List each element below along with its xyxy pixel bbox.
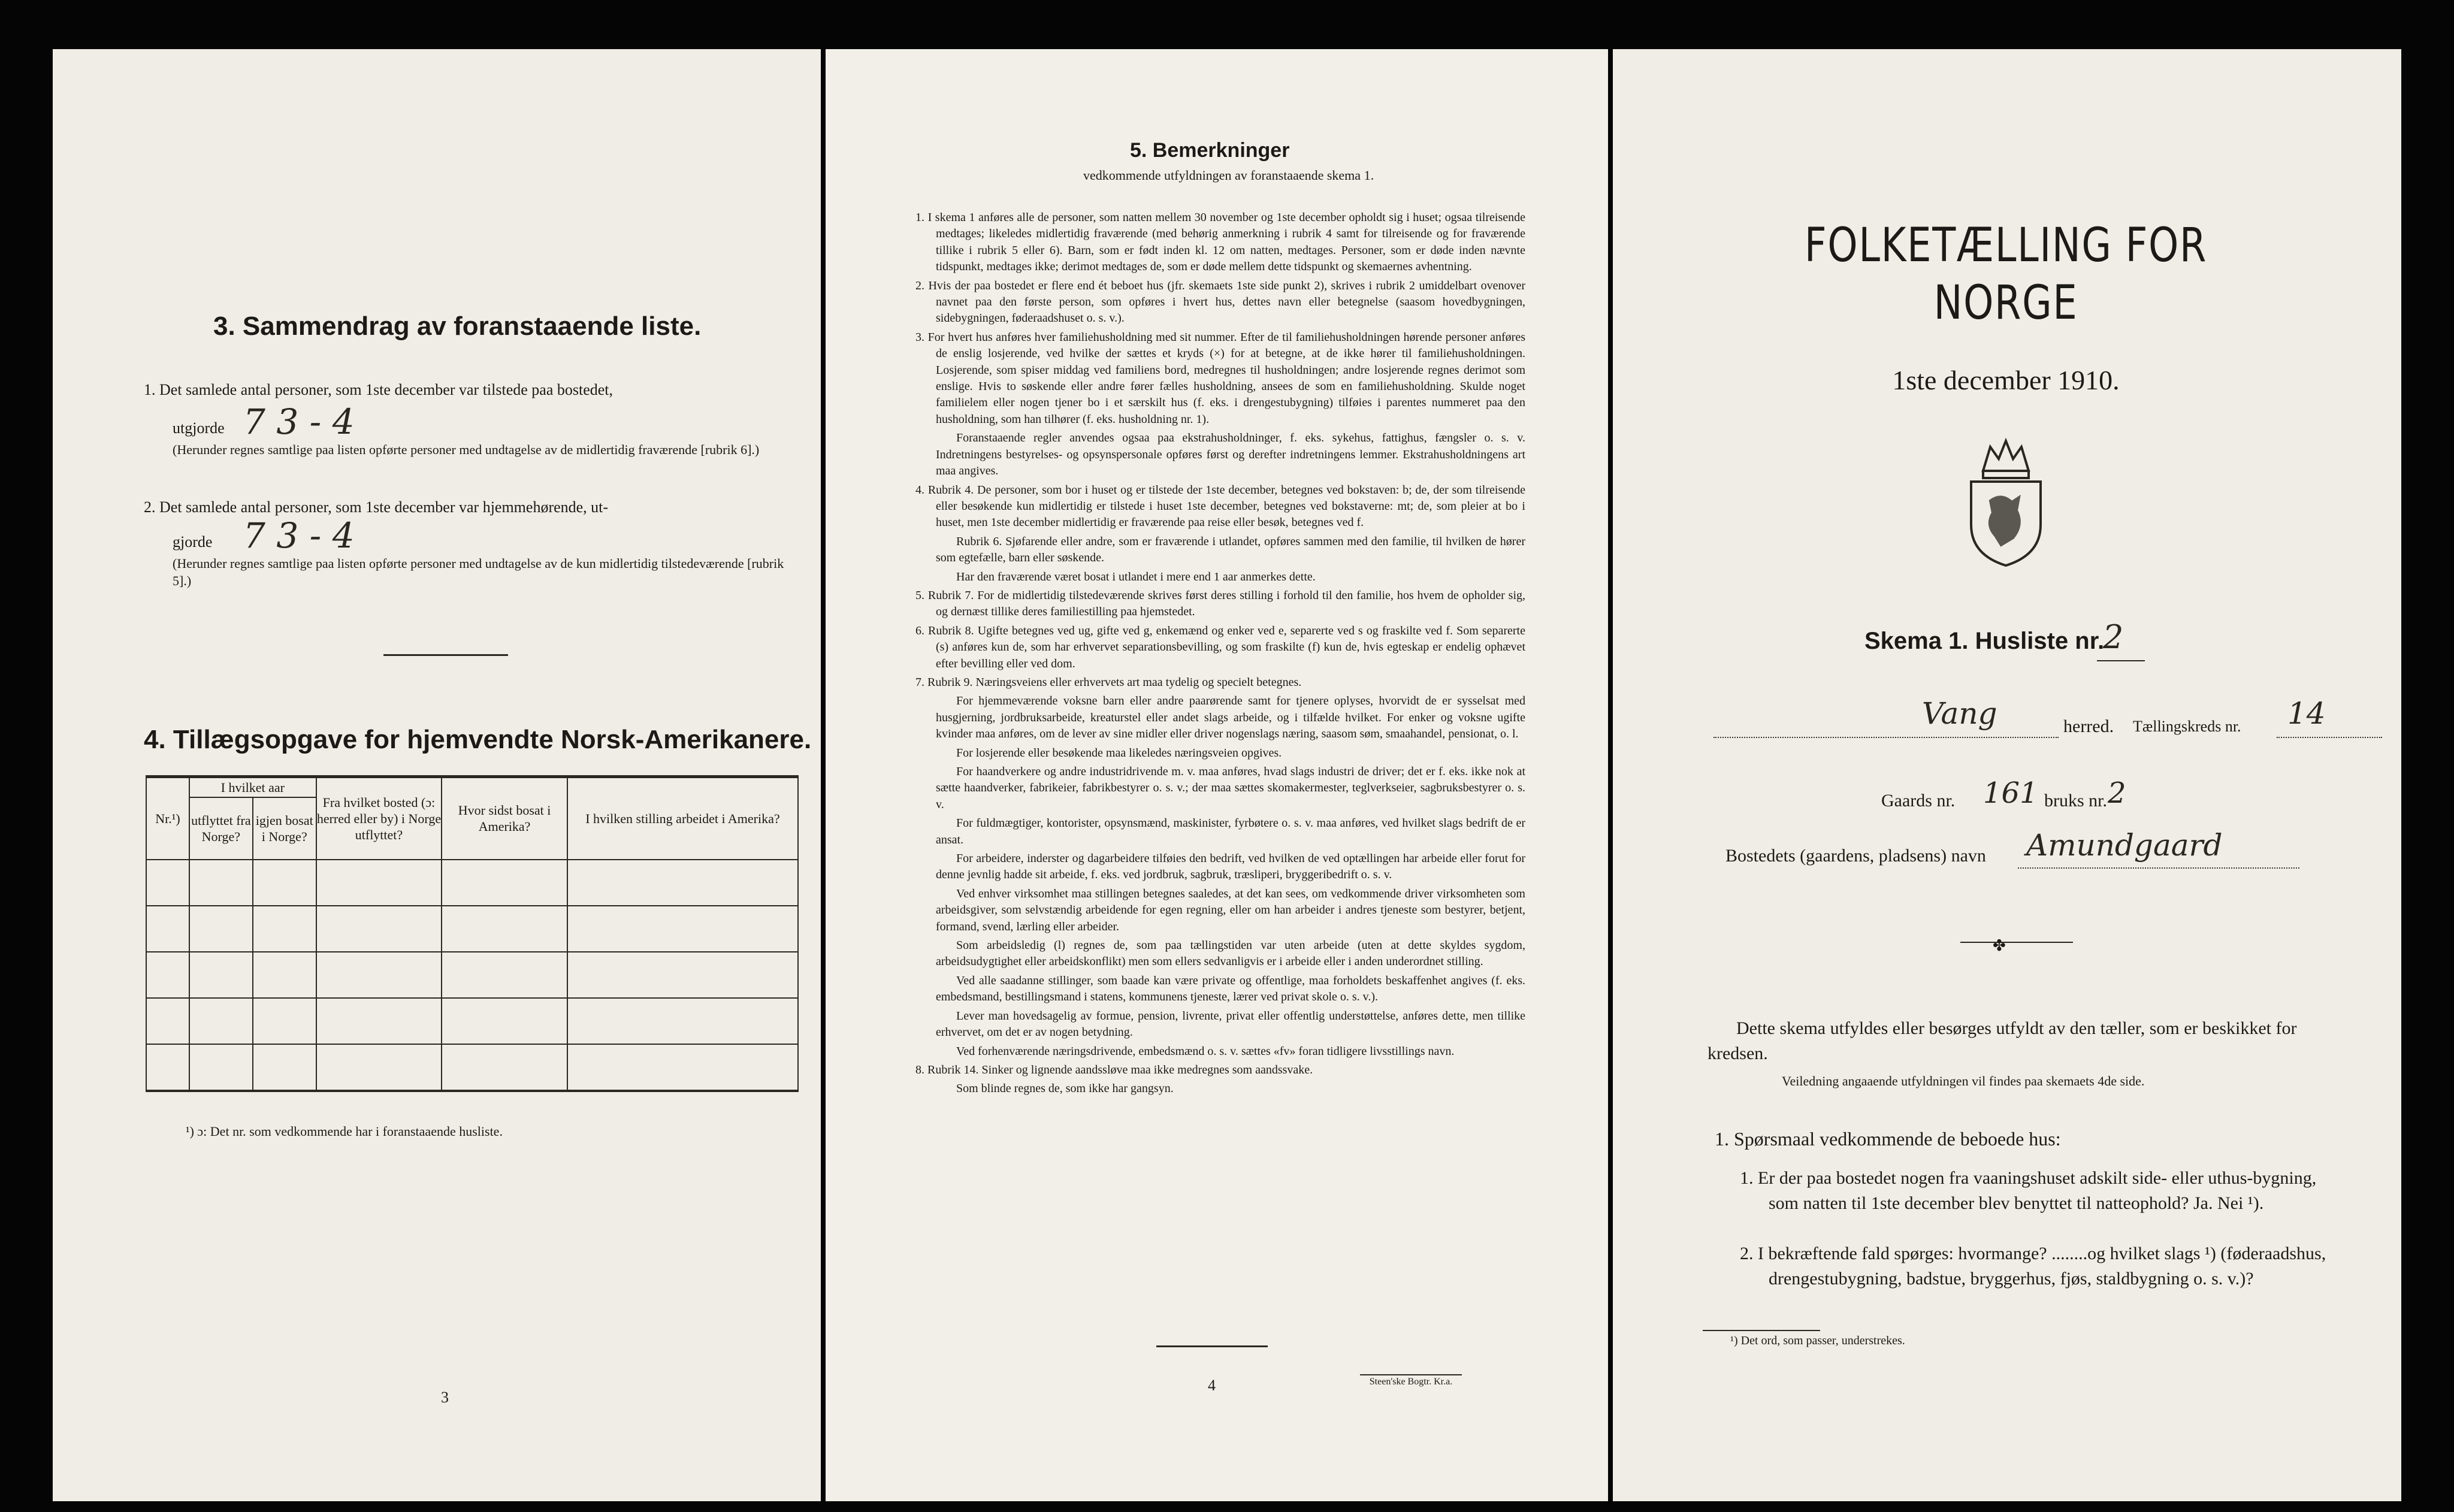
remark-paragraph: 8. Rubrik 14. Sinker og lignende aandssløve maa ikke medregnes som aandssvake. xyxy=(915,1063,1313,1076)
remark-paragraph: 6. Rubrik 8. Ugifte betegnes ved ug, gifte ved g, enkemænd og enker ved e, separerte ved s og fraskilte ved f. Som separerte (s) anføres kun de, som har erhvervet separationsbevilling, og som fraskilte (f) kun de, hvis egteskap er endelig ophævet efter bevilling eller ved dom. xyxy=(915,624,1525,670)
divider xyxy=(1156,1345,1268,1347)
question-heading: 1. Spørsmaal vedkommende de beboede hus: xyxy=(1715,1128,2061,1150)
table-footnote: ¹) ɔ: Det nr. som vedkommende har i foranstaaende husliste. xyxy=(186,1124,503,1139)
remark-paragraph: For arbeidere, inderster og dagarbeidere tilføies den bedrift, ved hvilken de ved optællingen har arbeide eller forut for denne jevnlig hadde sit arbeide, f. eks. ved jordbruk, sagbruk, træsliperi, bryggeribedrift o. s. v. xyxy=(936,852,1525,882)
divider xyxy=(1960,942,2073,943)
taellingskreds-label: Tællingskreds nr. xyxy=(2133,718,2241,735)
remark-paragraph: Lever man hovedsagelig av formue, pension, livrente, privat eller offentlig understøttelse, anføres dette, men tillike erhvervet, om det er av nogen betydning. xyxy=(936,1009,1525,1039)
bosted-label: Bostedets (gaardens, pladsens) navn xyxy=(1725,846,1986,866)
remark-paragraph: Ved alle saadanne stillinger, som baade kan være private og offentlige, maa forholdets beskaffenhet angives (f. eks. embedsmand, bestillingsmand i statens, kommunens tjeneste, lærer ved privat skole o. s. v.). xyxy=(936,973,1525,1004)
right-footnote: ¹) Det ord, som passer, understrekes. xyxy=(1730,1334,1905,1347)
section3-item2-prefix: gjorde xyxy=(173,533,213,551)
section3-item2-note: (Herunder regnes samtlige paa listen opførte personer med undtagelse av de kun midlertidig tilstedeværende [rubrik 5].) xyxy=(173,556,784,588)
section3-item1-value: 7 3 - 4 xyxy=(243,401,355,442)
ornament-icon: ✤ xyxy=(1993,937,2006,954)
remark-paragraph: 2. Hvis der paa bostedet er flere end ét beboet hus (jfr. skemaets 1ste side punkt 2), skrives i rubrik 2 umiddelbart ovenover navnet paa den første person, som opføres i hvert hus, dettes navn eller betegnelse (saasom hovedbygningen, sidebygningen, føderaadshuset o. s. v.). xyxy=(915,279,1525,325)
section3-item2-value: 7 3 - 4 xyxy=(243,515,355,556)
remark-paragraph: 4. Rubrik 4. De personer, som bor i huset og er tilstede der 1ste december, betegnes ved bokstaven: b; de, der som tilreisende eller besøkende kun midlertidig er tilstede i huset 1ste december, betegnes ved bokstaverne: mt; de, som pleier at bo i huset, men 1ste december midlertidig er fraværende paa reise eller besøk, betegnes ved f. xyxy=(915,483,1525,530)
remarks-subtitle: vedkommende utfyldningen av foranstaaende skema 1. xyxy=(1083,168,1374,183)
intro-text: Dette skema utfyldes eller besørges utfyldt av den tæller, som er beskikket for kredsen. xyxy=(1707,1018,2297,1063)
table-row xyxy=(146,1044,798,1091)
census-date: 1ste december 1910. xyxy=(1892,365,2120,395)
coat-of-arms-icon xyxy=(1959,435,2053,568)
remark-paragraph: For hjemmeværende voksne barn eller andre paarørende samt for tjenere oplyses, hvorvidt de er sysselsat med husgjerning, jordbruksarbeide, kreaturstel eller andet slags arbeide, og i tilfælde hvilket. For enker og voksne ugifte kvinder maa anføres, om de lever av sine midler eller driver nogenslags næring, saasom søm, smaahandel, pensionat, o. l. xyxy=(936,694,1525,741)
remark-paragraph: 5. Rubrik 7. For de midlertidig tilstedeværende skrives først deres stilling i forhold til den familie, hos hvem de opholder sig, og dernæst tillike deres familiestilling paa hjemstedet. xyxy=(915,588,1525,619)
col-stilling: I hvilken stilling arbeidet i Amerika? xyxy=(567,777,798,860)
remark-paragraph: For losjerende eller besøkende maa likeledes næringsveien opgives. xyxy=(956,746,1282,760)
intro-note: Veiledning angaaende utfyldningen vil findes paa skemaets 4de side. xyxy=(1782,1073,2145,1088)
section3-item1-note: (Herunder regnes samtlige paa listen opførte personer med undtagelse av de midlertidig fraværende [rubrik 6].) xyxy=(173,442,760,457)
gaards-label: Gaards nr. xyxy=(1881,791,1956,811)
table-row xyxy=(146,860,798,906)
census-title: FOLKETÆLLING FOR NORGE xyxy=(1804,219,2208,330)
col-hvor-sidst: Hvor sidst bosat i Amerika? xyxy=(442,777,567,860)
bruks-label: bruks nr. xyxy=(2044,791,2107,811)
section3-item1-prefix: utgjorde xyxy=(173,419,225,437)
remark-paragraph: Har den fraværende været bosat i utlandet i mere end 1 aar anmerkes dette. xyxy=(956,570,1316,583)
divider xyxy=(383,654,508,656)
page-number: 3 xyxy=(441,1389,449,1406)
table-row xyxy=(146,998,798,1044)
remark-paragraph: For fuldmægtiger, kontorister, opsynsmænd, maskinister, fyrbøtere o. s. v. maa anføres, ved hvilket slags bedrift de er ansat. xyxy=(936,817,1525,846)
col-fra-bosted: Fra hvilket bosted (ɔ: herred eller by) i Norge utflyttet? xyxy=(316,777,442,860)
question-1: 1. Er der paa bostedet nogen fra vaaningshuset adskilt side- eller uthus-bygning, som natten til 1ste december blev benyttet til natteophold? Ja. Nei ¹). xyxy=(1740,1168,2317,1213)
col-igjen: igjen bosat i Norge? xyxy=(253,797,316,860)
norsk-amerikanere-table xyxy=(146,775,799,1092)
printer-imprint: Steen'ske Bogtr. Kr.a. xyxy=(1360,1374,1462,1389)
section3-title: 3. Sammendrag av foranstaaende liste. xyxy=(213,312,702,341)
table-row xyxy=(146,952,798,998)
remark-paragraph: 3. For hvert hus anføres hver familiehusholdning med sit nummer. Efter de til familiehusholdningen hørende personer anføres de enslig losjerende, ved hvilke der sættes et kryds (×) for at betegne, at de ikke hører til familiehusholdningen. Losjerende, som spiser middag ved familiens bord, medregnes til husholdningen; andre losjerende regnes derimot som enslige. Hvis to søskende eller andre fører fælles husholdning, ansees de som en familiehusholdning. Skulde noget familielem eller nogen tjener bo i et særskilt hus (f. eks. i drengestubygning) tilføies i parentes nummeret paa den husholdning, som han tilhører (f. eks. husholdning nr. 1). xyxy=(915,330,1525,426)
remark-paragraph: For haandverkere og andre industridrivende m. v. maa anføres, hvad slags industri de driver; det er f. eks. ikke nok at sætte haandverker, fabrikeier, fabrikbestyrer o. s. v.; der maa sættes skomakermester, teglverkseier, sagbruksbestyrer o. s. v. xyxy=(936,765,1525,811)
remarks-body xyxy=(915,210,1525,1100)
divider xyxy=(1703,1330,1820,1331)
remark-paragraph: Rubrik 6. Sjøfarende eller andre, som er fraværende i utlandet, opføres sammen med den familie, til hvilken de hører som egtefælle, barn eller søskende. xyxy=(936,534,1525,565)
bosted-value: Amundgaard xyxy=(2026,828,2223,863)
remark-paragraph: Som blinde regnes de, som ikke har gangsyn. xyxy=(956,1082,1174,1096)
gaards-value: 161 xyxy=(1983,776,2038,810)
section4-title: 4. Tillægsopgave for hjemvendte Norsk-Amerikanere. xyxy=(144,725,812,754)
question-2: 2. I bekræftende fald spørges: hvormange? ........og hvilket slags ¹) (føderaadshus, drengestubygning, badstue, bryggerhus, fjøs, staldbygning o. s. v.)? xyxy=(1740,1244,2326,1289)
herred-label: herred. xyxy=(2063,716,2114,736)
taellingskreds-value: 14 xyxy=(2287,696,2326,731)
remark-paragraph: Som arbeidsledig (l) regnes de, som paa tællingstiden var uten arbeide (uten at dette skyldes sygdom, arbeidsudygtighet eller arbeidskonflikt) men som ellers sedvanligvis er i arbeide eller i anden underordnet stilling. xyxy=(936,939,1525,969)
remark-paragraph: 1. I skema 1 anføres alle de personer, som natten mellem 30 november og 1ste december opholdt sig i huset; ogsaa tilreisende medtages; likeledes midlertidig fraværende (med behørig anmerkning i rubrik 4 samt for tilreisende og for fraværende tillike i rubrik 5 eller 6). Barn, som er født inden kl. 12 om natten, medtages. Personer, som er døde inden nævnte tidspunkt, medtages ikke; derimot medtages de, som er døde mellem dette tidspunkt og skemaernes avhentning. xyxy=(915,211,1525,274)
page-left xyxy=(53,49,821,1501)
remark-paragraph: 7. Rubrik 9. Næringsveiens eller erhvervets art maa tydelig og specielt betegnes. xyxy=(915,675,1302,689)
col-nr: Nr.¹) xyxy=(146,777,189,860)
herred-value: Vang xyxy=(1922,696,1997,731)
remark-paragraph: Ved forhenværende næringsdrivende, embedsmænd o. s. v. sættes «fv» foran tidligere livsstillings navn. xyxy=(956,1044,1455,1058)
section3-item1-text: 1. Det samlede antal personer, som 1ste december var tilstede paa bostedet, xyxy=(144,381,614,398)
col-utflyttet: utflyttet fra Norge? xyxy=(189,797,253,860)
page-right xyxy=(1613,49,2401,1501)
skema-label: Skema 1. Husliste nr. xyxy=(1864,628,2105,654)
herred-field xyxy=(1713,707,2059,738)
col-group-aar: I hvilket aar xyxy=(189,777,316,797)
table-row xyxy=(146,906,798,952)
page-number: 4 xyxy=(1208,1377,1216,1394)
underline xyxy=(2097,660,2145,661)
remark-paragraph: Foranstaaende regler anvendes ogsaa paa ekstrahusholdninger, f. eks. sykehus, fattighus, fængsler o. s. v. Indretningens bestyrelses- og opsynspersonale opføres først og derefter indretningens lemmer. Ekstrahusholdningens art maa angives. xyxy=(936,431,1525,478)
section3-item2-text: 2. Det samlede antal personer, som 1ste december var hjemmehørende, ut- xyxy=(144,498,609,516)
bruks-value: 2 xyxy=(2108,776,2126,810)
remark-paragraph: Ved enhver virksomhet maa stillingen betegnes saaledes, at det kan sees, om vedkommende driver virksomheten som arbeidsgiver, som selvstændig arbeidende for egen regning, eller om han arbeider i andres tjeneste som bestyrer, betjent, formand, svend, lærling eller arbeider. xyxy=(936,887,1525,933)
husliste-number: 2 xyxy=(2103,618,2124,656)
remarks-title: 5. Bemerkninger xyxy=(1130,139,1290,162)
page-middle xyxy=(826,49,1608,1501)
